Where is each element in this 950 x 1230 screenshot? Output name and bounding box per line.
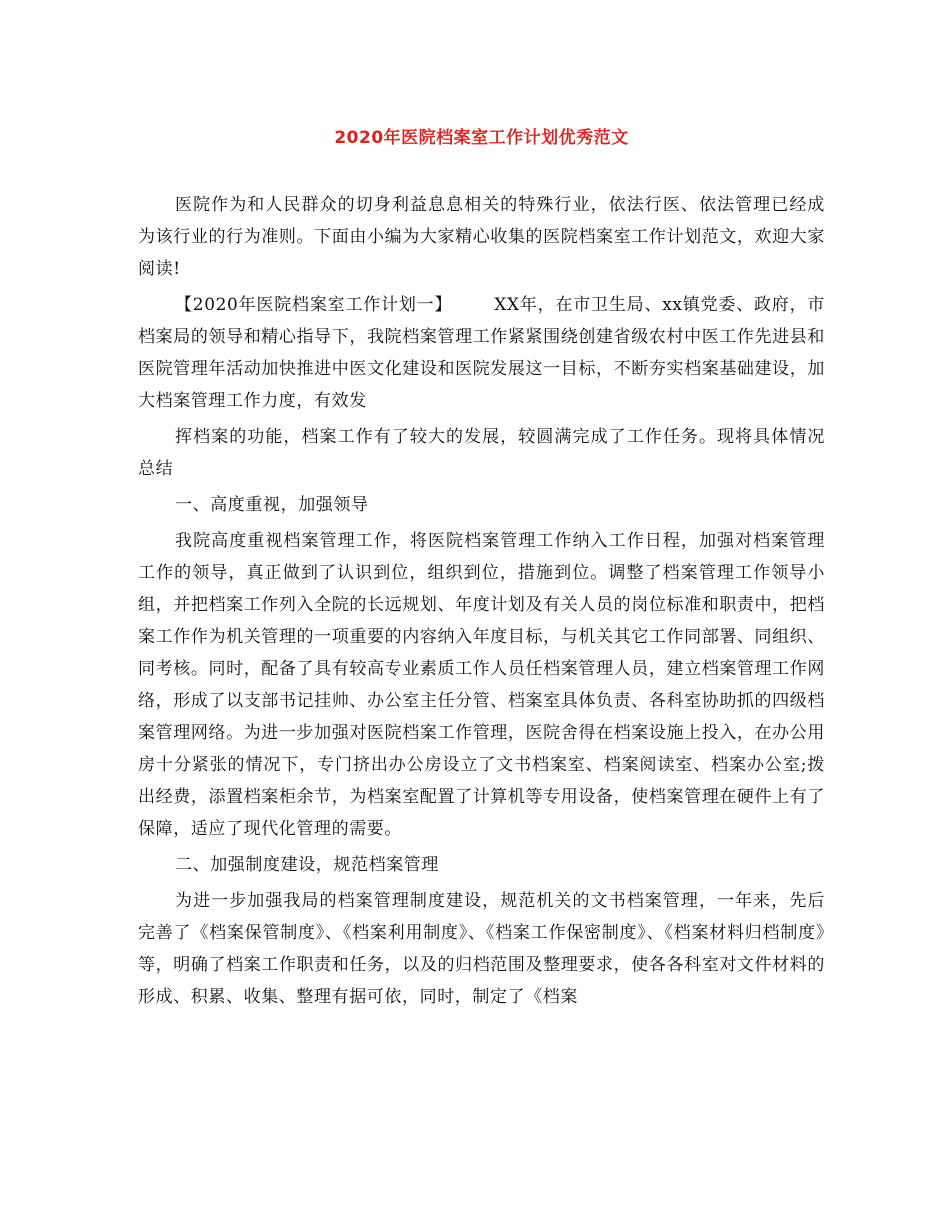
intro-paragraph: 医院作为和人民群众的切身利益息息相关的特殊行业，依法行医、依法管理已经成为该行业的行为准则。下面由小编为大家精心收集的医院档案室工作计划范文，欢迎大家阅读! [138,195,825,279]
document-title: 2020年医院档案室工作计划优秀范文 [334,128,629,148]
section-2-paragraph: 为进一步加强我局的档案管理制度建设，规范机关的文书档案管理，一年来，先后完善了《档案保管制度》、《档案利用制度》、《档案工作保密制度》、《档案材料归档制度》等，明确了档案工作职责和任务，以及的归档范围及整理要求，使各各科室对文件材料的形成、积累、收集、整理有据可依，同时，制定了《档案 [138,891,825,1007]
section-1-paragraph: 我院高度重视档案管理工作，将医院档案管理工作纳入工作日程，加强对档案管理工作的领导，真正做到了认识到位，组织到位，措施到位。调整了档案管理工作领导小组，并把档案工作列入全院的长远规划、年度计划及有关人员的岗位标准和职责中，把档案工作作为机关管理的一项重要的内容纳入年度目标，与机关其它工作同部署、同组织、同考核。同时，配备了具有较高专业素质工作人员任档案管理人员，建立档案管理工作网络，形成了以支部书记挂帅、办公室主任分管、档案室具体负责、各科室协助抓的四级档案管理网络。为进一步加强对医院档案工作管理，医院舍得在档案设施上投入，在办公用房十分紧张的情况下，专门挤出办公房设立了文书档案室、档案阅读室、档案办公室;拨出经费，添置档案柜余节，为档案室配置了计算机等专用设备，使档案管理在硬件上有了保障，适应了现代化管理的需要。 [138,531,825,839]
plan-heading: 【2020年医院档案室工作计划一】 [175,295,453,315]
summary-paragraph: 挥档案的功能，档案工作有了较大的发展，较圆满完成了工作任务。现将具体情况总结 [138,427,825,479]
plan-paragraph-text: XX年，在市卫生局、xx镇党委、政府，市档案局的领导和精心指导下，我院档案管理工作紧紧围绕创建省级农村中医工作先进县和医院管理年活动加快推进中医文化建设和医院发展这一目标，不断夯实档案基础建设，加大档案管理工作力度，有效发 [138,295,825,411]
section-heading-2: 二、加强制度建设，规范档案管理 [175,855,439,875]
section-heading-1: 一、高度重视，加强领导 [175,495,369,515]
plan-paragraph [138,289,825,417]
